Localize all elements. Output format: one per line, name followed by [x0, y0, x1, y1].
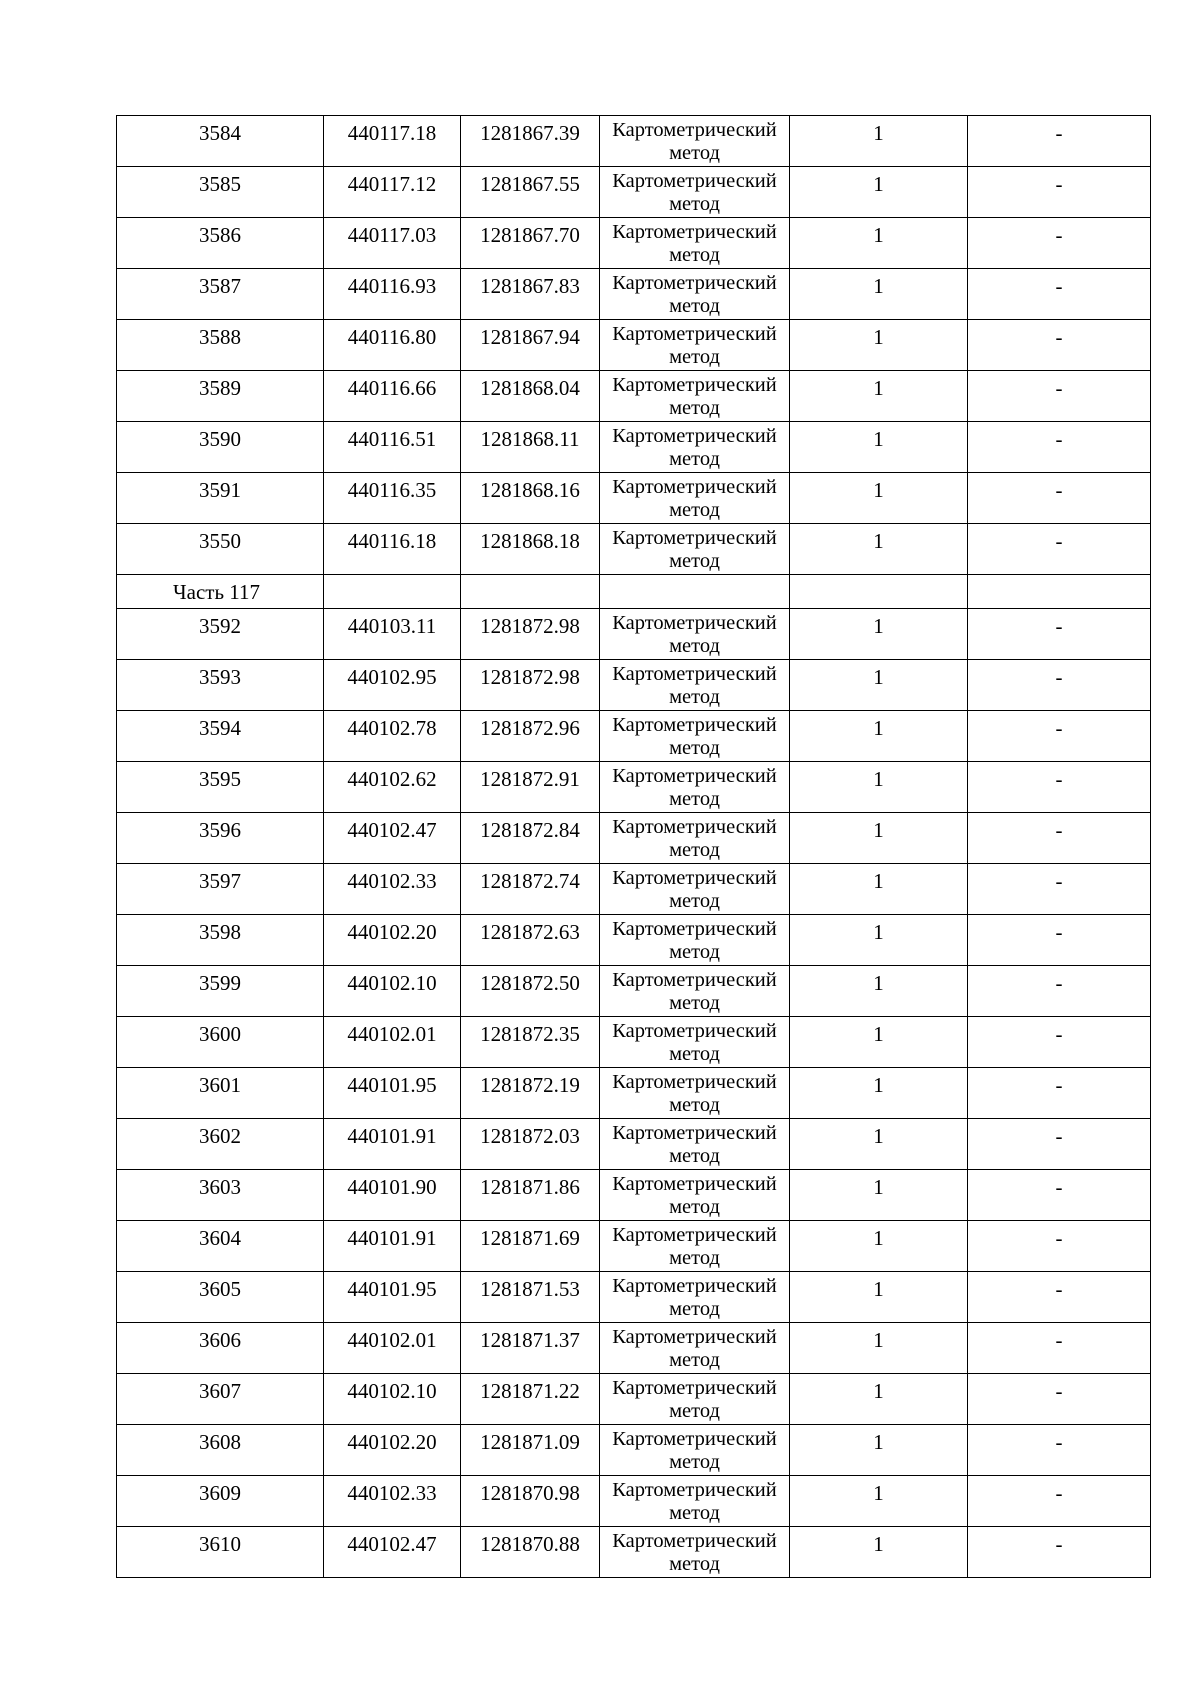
x-coordinate-cell: 440102.95: [324, 660, 461, 711]
x-coordinate-cell: 440102.20: [324, 1425, 461, 1476]
method-line-1: Картометрический: [612, 1530, 777, 1552]
method-cell: [600, 966, 790, 1017]
y-coordinate-cell: 1281872.96: [461, 711, 600, 762]
method-line-1: Картометрический: [612, 867, 777, 889]
x-coordinate-cell: 440101.95: [324, 1068, 461, 1119]
accuracy-cell: 1: [790, 1272, 968, 1323]
y-coordinate-cell: 1281872.74: [461, 864, 600, 915]
table-row: [117, 218, 1151, 269]
y-coordinate-cell: 1281871.86: [461, 1170, 600, 1221]
method-line-2: метод: [669, 1298, 720, 1320]
x-coordinate-cell: 440102.10: [324, 1374, 461, 1425]
point-number-cell: 3550: [117, 524, 324, 575]
note-cell: -: [968, 1323, 1151, 1374]
note-cell: -: [968, 711, 1151, 762]
empty-cell: [968, 575, 1151, 609]
note-cell: -: [968, 1374, 1151, 1425]
accuracy-cell: 1: [790, 422, 968, 473]
table-row: [117, 320, 1151, 371]
point-number-cell: 3607: [117, 1374, 324, 1425]
note-cell: -: [968, 813, 1151, 864]
y-coordinate-cell: 1281872.98: [461, 660, 600, 711]
method-line-1: Картометрический: [612, 816, 777, 838]
y-coordinate-cell: 1281872.35: [461, 1017, 600, 1068]
method-line-1: Картометрический: [612, 1071, 777, 1093]
accuracy-cell: 1: [790, 1374, 968, 1425]
y-coordinate-cell: 1281870.88: [461, 1527, 600, 1578]
note-cell: -: [968, 1221, 1151, 1272]
note-cell: -: [968, 320, 1151, 371]
y-coordinate-cell: 1281871.37: [461, 1323, 600, 1374]
note-cell: -: [968, 167, 1151, 218]
point-number-cell: 3603: [117, 1170, 324, 1221]
accuracy-cell: 1: [790, 1476, 968, 1527]
table-row: [117, 813, 1151, 864]
method-cell: [600, 915, 790, 966]
method-line-1: Картометрический: [612, 1479, 777, 1501]
method-line-2: метод: [669, 635, 720, 657]
method-cell: [600, 269, 790, 320]
note-cell: -: [968, 371, 1151, 422]
method-line-1: Картометрический: [612, 1275, 777, 1297]
table-row: [117, 609, 1151, 660]
note-cell: -: [968, 1476, 1151, 1527]
note-cell: -: [968, 1272, 1151, 1323]
method-line-1: Картометрический: [612, 272, 777, 294]
accuracy-cell: 1: [790, 320, 968, 371]
empty-cell: [461, 575, 600, 609]
table-row: [117, 1170, 1151, 1221]
point-number-cell: 3589: [117, 371, 324, 422]
table-row: [117, 762, 1151, 813]
x-coordinate-cell: 440116.51: [324, 422, 461, 473]
x-coordinate-cell: 440101.91: [324, 1221, 461, 1272]
note-cell: -: [968, 915, 1151, 966]
point-number-cell: 3609: [117, 1476, 324, 1527]
y-coordinate-cell: 1281870.98: [461, 1476, 600, 1527]
method-cell: [600, 1272, 790, 1323]
table-row: [117, 1272, 1151, 1323]
y-coordinate-cell: 1281868.11: [461, 422, 600, 473]
note-cell: -: [968, 864, 1151, 915]
point-number-cell: 3596: [117, 813, 324, 864]
table-row: [117, 167, 1151, 218]
method-line-1: Картометрический: [612, 476, 777, 498]
method-cell: [600, 524, 790, 575]
method-line-1: Картометрический: [612, 221, 777, 243]
part-header-row: [117, 575, 1151, 609]
y-coordinate-cell: 1281872.84: [461, 813, 600, 864]
x-coordinate-cell: 440101.90: [324, 1170, 461, 1221]
method-cell: [600, 762, 790, 813]
accuracy-cell: 1: [790, 813, 968, 864]
x-coordinate-cell: 440116.35: [324, 473, 461, 524]
x-coordinate-cell: 440102.47: [324, 813, 461, 864]
note-cell: -: [968, 218, 1151, 269]
method-line-1: Картометрический: [612, 323, 777, 345]
method-line-1: Картометрический: [612, 374, 777, 396]
note-cell: -: [968, 1068, 1151, 1119]
method-cell: [600, 116, 790, 167]
accuracy-cell: 1: [790, 473, 968, 524]
point-number-cell: 3595: [117, 762, 324, 813]
point-number-cell: 3598: [117, 915, 324, 966]
method-cell: [600, 1017, 790, 1068]
coordinates-table: [116, 115, 1151, 1578]
x-coordinate-cell: 440116.80: [324, 320, 461, 371]
note-cell: -: [968, 1425, 1151, 1476]
accuracy-cell: 1: [790, 1425, 968, 1476]
part-label: Часть 117: [117, 575, 324, 609]
method-cell: [600, 1527, 790, 1578]
table-row: [117, 1374, 1151, 1425]
accuracy-cell: 1: [790, 1323, 968, 1374]
method-cell: [600, 711, 790, 762]
x-coordinate-cell: 440116.93: [324, 269, 461, 320]
point-number-cell: 3597: [117, 864, 324, 915]
point-number-cell: 3584: [117, 116, 324, 167]
method-line-2: метод: [669, 499, 720, 521]
method-line-1: Картометрический: [612, 918, 777, 940]
point-number-cell: 3610: [117, 1527, 324, 1578]
y-coordinate-cell: 1281867.94: [461, 320, 600, 371]
y-coordinate-cell: 1281871.69: [461, 1221, 600, 1272]
method-line-2: метод: [669, 142, 720, 164]
accuracy-cell: 1: [790, 1017, 968, 1068]
method-line-2: метод: [669, 244, 720, 266]
point-number-cell: 3600: [117, 1017, 324, 1068]
y-coordinate-cell: 1281872.91: [461, 762, 600, 813]
table-row: [117, 371, 1151, 422]
method-cell: [600, 609, 790, 660]
table-row: [117, 1068, 1151, 1119]
method-line-2: метод: [669, 992, 720, 1014]
table-row: [117, 473, 1151, 524]
empty-cell: [790, 575, 968, 609]
point-number-cell: 3592: [117, 609, 324, 660]
method-line-2: метод: [669, 193, 720, 215]
point-number-cell: 3604: [117, 1221, 324, 1272]
method-line-1: Картометрический: [612, 170, 777, 192]
point-number-cell: 3608: [117, 1425, 324, 1476]
accuracy-cell: 1: [790, 1170, 968, 1221]
x-coordinate-cell: 440102.01: [324, 1323, 461, 1374]
method-cell: [600, 864, 790, 915]
y-coordinate-cell: 1281867.83: [461, 269, 600, 320]
method-line-1: Картометрический: [612, 663, 777, 685]
table-row: [117, 660, 1151, 711]
table-row: [117, 422, 1151, 473]
x-coordinate-cell: 440102.33: [324, 1476, 461, 1527]
y-coordinate-cell: 1281871.09: [461, 1425, 600, 1476]
point-number-cell: 3601: [117, 1068, 324, 1119]
method-line-1: Картометрический: [612, 425, 777, 447]
table-row: [117, 1425, 1151, 1476]
y-coordinate-cell: 1281872.19: [461, 1068, 600, 1119]
method-line-1: Картометрический: [612, 612, 777, 634]
method-line-1: Картометрический: [612, 1377, 777, 1399]
accuracy-cell: 1: [790, 1527, 968, 1578]
method-cell: [600, 660, 790, 711]
note-cell: -: [968, 1017, 1151, 1068]
method-cell: [600, 218, 790, 269]
y-coordinate-cell: 1281867.39: [461, 116, 600, 167]
method-cell: [600, 422, 790, 473]
table-row: [117, 1017, 1151, 1068]
method-line-2: метод: [669, 1094, 720, 1116]
method-line-2: метод: [669, 890, 720, 912]
method-line-2: метод: [669, 1400, 720, 1422]
x-coordinate-cell: 440117.03: [324, 218, 461, 269]
accuracy-cell: 1: [790, 269, 968, 320]
method-line-2: метод: [669, 1145, 720, 1167]
x-coordinate-cell: 440117.18: [324, 116, 461, 167]
point-number-cell: 3590: [117, 422, 324, 473]
note-cell: -: [968, 269, 1151, 320]
y-coordinate-cell: 1281872.03: [461, 1119, 600, 1170]
note-cell: -: [968, 609, 1151, 660]
accuracy-cell: 1: [790, 116, 968, 167]
x-coordinate-cell: 440103.11: [324, 609, 461, 660]
note-cell: -: [968, 1170, 1151, 1221]
x-coordinate-cell: 440102.01: [324, 1017, 461, 1068]
method-line-2: метод: [669, 737, 720, 759]
accuracy-cell: 1: [790, 1068, 968, 1119]
table-row: [117, 1119, 1151, 1170]
method-line-1: Картометрический: [612, 527, 777, 549]
point-number-cell: 3588: [117, 320, 324, 371]
x-coordinate-cell: 440102.33: [324, 864, 461, 915]
method-line-1: Картометрический: [612, 1224, 777, 1246]
accuracy-cell: 1: [790, 864, 968, 915]
point-number-cell: 3594: [117, 711, 324, 762]
note-cell: -: [968, 762, 1151, 813]
y-coordinate-cell: 1281868.04: [461, 371, 600, 422]
accuracy-cell: 1: [790, 915, 968, 966]
method-cell: [600, 1374, 790, 1425]
point-number-cell: 3605: [117, 1272, 324, 1323]
y-coordinate-cell: 1281871.22: [461, 1374, 600, 1425]
point-number-cell: 3587: [117, 269, 324, 320]
method-line-1: Картометрический: [612, 1173, 777, 1195]
method-line-2: метод: [669, 1043, 720, 1065]
accuracy-cell: 1: [790, 762, 968, 813]
accuracy-cell: 1: [790, 711, 968, 762]
note-cell: -: [968, 1527, 1151, 1578]
method-cell: [600, 167, 790, 218]
table-row: [117, 711, 1151, 762]
method-cell: [600, 1119, 790, 1170]
method-cell: [600, 1425, 790, 1476]
method-line-2: метод: [669, 448, 720, 470]
y-coordinate-cell: 1281868.16: [461, 473, 600, 524]
x-coordinate-cell: 440102.10: [324, 966, 461, 1017]
method-line-2: метод: [669, 397, 720, 419]
table-row: [117, 1527, 1151, 1578]
method-line-2: метод: [669, 346, 720, 368]
method-cell: [600, 813, 790, 864]
method-line-2: метод: [669, 1196, 720, 1218]
x-coordinate-cell: 440102.47: [324, 1527, 461, 1578]
y-coordinate-cell: 1281867.55: [461, 167, 600, 218]
y-coordinate-cell: 1281871.53: [461, 1272, 600, 1323]
method-line-1: Картометрический: [612, 765, 777, 787]
y-coordinate-cell: 1281872.50: [461, 966, 600, 1017]
table-row: [117, 524, 1151, 575]
method-cell: [600, 1323, 790, 1374]
method-line-1: Картометрический: [612, 969, 777, 991]
method-line-2: метод: [669, 788, 720, 810]
method-line-1: Картометрический: [612, 119, 777, 141]
point-number-cell: 3593: [117, 660, 324, 711]
x-coordinate-cell: 440116.18: [324, 524, 461, 575]
y-coordinate-cell: 1281872.63: [461, 915, 600, 966]
accuracy-cell: 1: [790, 1221, 968, 1272]
point-number-cell: 3591: [117, 473, 324, 524]
accuracy-cell: 1: [790, 660, 968, 711]
point-number-cell: 3606: [117, 1323, 324, 1374]
method-cell: [600, 320, 790, 371]
table-row: [117, 915, 1151, 966]
x-coordinate-cell: 440102.62: [324, 762, 461, 813]
accuracy-cell: 1: [790, 524, 968, 575]
point-number-cell: 3602: [117, 1119, 324, 1170]
method-line-2: метод: [669, 1451, 720, 1473]
method-cell: [600, 1170, 790, 1221]
method-line-2: метод: [669, 295, 720, 317]
method-line-1: Картометрический: [612, 1326, 777, 1348]
accuracy-cell: 1: [790, 371, 968, 422]
point-number-cell: 3586: [117, 218, 324, 269]
method-line-2: метод: [669, 1502, 720, 1524]
y-coordinate-cell: 1281867.70: [461, 218, 600, 269]
method-line-2: метод: [669, 1553, 720, 1575]
empty-cell: [324, 575, 461, 609]
method-line-1: Картометрический: [612, 1020, 777, 1042]
note-cell: -: [968, 473, 1151, 524]
method-line-1: Картометрический: [612, 1428, 777, 1450]
accuracy-cell: 1: [790, 1119, 968, 1170]
y-coordinate-cell: 1281868.18: [461, 524, 600, 575]
x-coordinate-cell: 440101.95: [324, 1272, 461, 1323]
method-cell: [600, 473, 790, 524]
x-coordinate-cell: 440116.66: [324, 371, 461, 422]
y-coordinate-cell: 1281872.98: [461, 609, 600, 660]
method-line-2: метод: [669, 941, 720, 963]
method-line-2: метод: [669, 1247, 720, 1269]
note-cell: -: [968, 116, 1151, 167]
table-row: [117, 1476, 1151, 1527]
accuracy-cell: 1: [790, 609, 968, 660]
note-cell: -: [968, 524, 1151, 575]
method-cell: [600, 1476, 790, 1527]
method-cell: [600, 1068, 790, 1119]
table-row: [117, 116, 1151, 167]
accuracy-cell: 1: [790, 218, 968, 269]
method-cell: [600, 1221, 790, 1272]
table-row: [117, 864, 1151, 915]
x-coordinate-cell: 440101.91: [324, 1119, 461, 1170]
empty-cell: [600, 575, 790, 609]
note-cell: -: [968, 422, 1151, 473]
table-row: [117, 269, 1151, 320]
table-row: [117, 966, 1151, 1017]
method-line-1: Картометрический: [612, 714, 777, 736]
x-coordinate-cell: 440102.20: [324, 915, 461, 966]
method-line-2: метод: [669, 1349, 720, 1371]
x-coordinate-cell: 440117.12: [324, 167, 461, 218]
note-cell: -: [968, 660, 1151, 711]
point-number-cell: 3585: [117, 167, 324, 218]
note-cell: -: [968, 966, 1151, 1017]
table-row: [117, 1221, 1151, 1272]
method-line-1: Картометрический: [612, 1122, 777, 1144]
x-coordinate-cell: 440102.78: [324, 711, 461, 762]
method-line-2: метод: [669, 839, 720, 861]
accuracy-cell: 1: [790, 167, 968, 218]
note-cell: -: [968, 1119, 1151, 1170]
accuracy-cell: 1: [790, 966, 968, 1017]
point-number-cell: 3599: [117, 966, 324, 1017]
table-row: [117, 1323, 1151, 1374]
method-line-2: метод: [669, 686, 720, 708]
method-cell: [600, 371, 790, 422]
method-line-2: метод: [669, 550, 720, 572]
coordinates-table-body: [117, 116, 1151, 1578]
